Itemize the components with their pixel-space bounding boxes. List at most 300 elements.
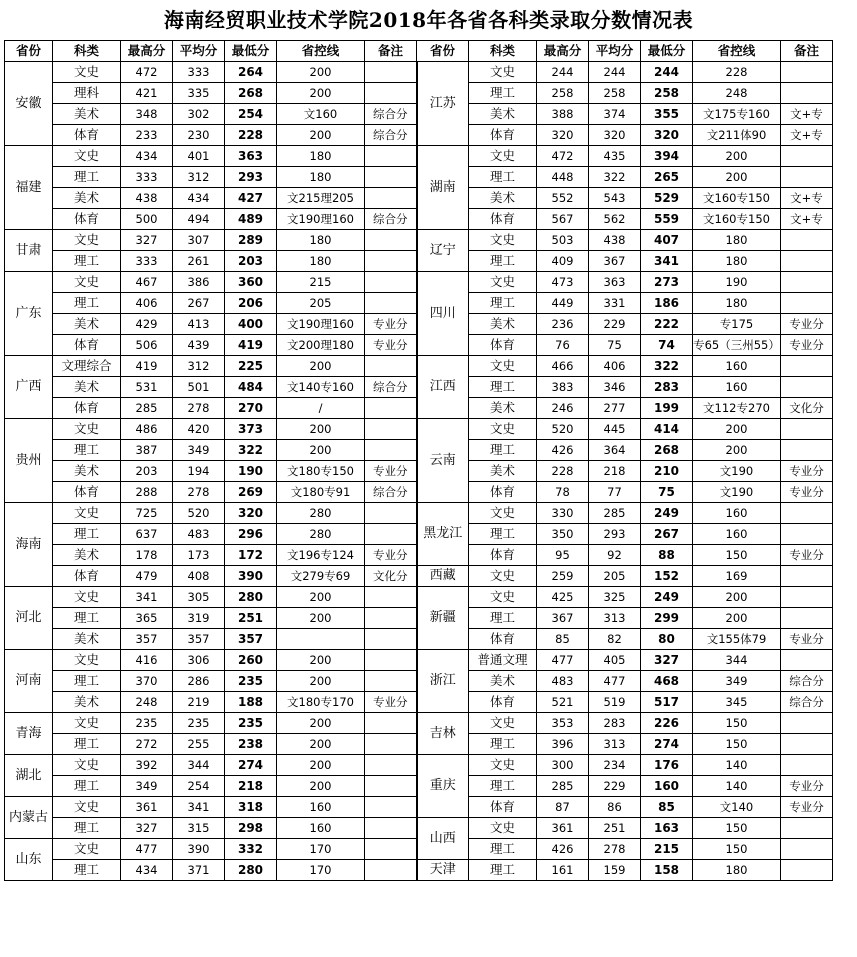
min-score-cell: 88: [641, 545, 693, 566]
max-score-cell: 76: [537, 335, 589, 356]
table-row: [5, 650, 833, 671]
max-score-cell: 467: [121, 272, 173, 293]
remark-cell: [365, 713, 417, 734]
remark-cell: [365, 251, 417, 272]
remark-cell: 文+专: [781, 209, 833, 230]
min-score-cell: 529: [641, 188, 693, 209]
subject-cell: 美术: [53, 629, 121, 650]
min-score-cell: 80: [641, 629, 693, 650]
remark-cell: [781, 83, 833, 104]
max-score-cell: 416: [121, 650, 173, 671]
table-row: [5, 566, 833, 587]
remark-cell: [781, 230, 833, 251]
province-cell: 湖南: [417, 146, 469, 230]
min-score-cell: 249: [641, 587, 693, 608]
min-score-cell: 235: [225, 713, 277, 734]
min-score-cell: 176: [641, 755, 693, 776]
subject-cell: 体育: [53, 398, 121, 419]
avg-score-cell: 349: [173, 440, 225, 461]
max-score-cell: 288: [121, 482, 173, 503]
header-max-score: 最高分: [537, 41, 589, 62]
remark-cell: 综合分: [365, 209, 417, 230]
subject-cell: 美术: [53, 692, 121, 713]
max-score-cell: 503: [537, 230, 589, 251]
page-title: 海南经贸职业技术学院2018年各省各科类录取分数情况表: [163, 8, 694, 32]
min-score-cell: 332: [225, 839, 277, 860]
control-line-cell: 160: [277, 818, 365, 839]
subject-cell: 文史: [469, 503, 537, 524]
control-line-cell: 专65（三州55）: [693, 335, 781, 356]
province-cell: 甘肃: [5, 230, 53, 272]
max-score-cell: 348: [121, 104, 173, 125]
control-line-cell: 349: [693, 671, 781, 692]
max-score-cell: 477: [121, 839, 173, 860]
subject-cell: 体育: [469, 629, 537, 650]
max-score-cell: 161: [537, 860, 589, 881]
min-score-cell: 414: [641, 419, 693, 440]
min-score-cell: 318: [225, 797, 277, 818]
avg-score-cell: 305: [173, 587, 225, 608]
subject-cell: 理工: [53, 293, 121, 314]
remark-cell: [365, 356, 417, 377]
avg-score-cell: 374: [589, 104, 641, 125]
max-score-cell: 300: [537, 755, 589, 776]
remark-cell: [365, 524, 417, 545]
min-score-cell: 270: [225, 398, 277, 419]
control-line-cell: 文196专124: [277, 545, 365, 566]
remark-cell: [365, 818, 417, 839]
remark-cell: 综合分: [365, 104, 417, 125]
avg-score-cell: 445: [589, 419, 641, 440]
avg-score-cell: 322: [589, 167, 641, 188]
province-cell: 贵州: [5, 419, 53, 503]
remark-cell: [781, 293, 833, 314]
remark-cell: [781, 377, 833, 398]
subject-cell: 文史: [53, 146, 121, 167]
max-score-cell: 285: [537, 776, 589, 797]
header-min-score: 最低分: [225, 41, 277, 62]
remark-cell: [781, 62, 833, 83]
control-line-cell: 200: [277, 713, 365, 734]
min-score-cell: 390: [225, 566, 277, 587]
min-score-cell: 238: [225, 734, 277, 755]
max-score-cell: 473: [537, 272, 589, 293]
min-score-cell: 273: [641, 272, 693, 293]
min-score-cell: 228: [225, 125, 277, 146]
subject-cell: 理工: [469, 776, 537, 797]
subject-cell: 美术: [469, 461, 537, 482]
subject-cell: 理工: [53, 167, 121, 188]
avg-score-cell: 312: [173, 167, 225, 188]
control-line-cell: 文190理160: [277, 209, 365, 230]
avg-score-cell: 277: [589, 398, 641, 419]
avg-score-cell: 278: [173, 398, 225, 419]
avg-score-cell: 325: [589, 587, 641, 608]
max-score-cell: 330: [537, 503, 589, 524]
table-row: [5, 230, 833, 251]
avg-score-cell: 408: [173, 566, 225, 587]
avg-score-cell: 320: [589, 125, 641, 146]
avg-score-cell: 255: [173, 734, 225, 755]
subject-cell: 美术: [469, 104, 537, 125]
avg-score-cell: 406: [589, 356, 641, 377]
max-score-cell: 203: [121, 461, 173, 482]
avg-score-cell: 194: [173, 461, 225, 482]
min-score-cell: 210: [641, 461, 693, 482]
max-score-cell: 228: [537, 461, 589, 482]
avg-score-cell: 229: [589, 314, 641, 335]
subject-cell: 文史: [469, 566, 537, 587]
max-score-cell: 246: [537, 398, 589, 419]
max-score-cell: 426: [537, 440, 589, 461]
max-score-cell: 272: [121, 734, 173, 755]
avg-score-cell: 494: [173, 209, 225, 230]
min-score-cell: 268: [641, 440, 693, 461]
remark-cell: 专业分: [365, 461, 417, 482]
min-score-cell: 394: [641, 146, 693, 167]
max-score-cell: 244: [537, 62, 589, 83]
table-row: [5, 587, 833, 608]
control-line-cell: 文180专91: [277, 482, 365, 503]
subject-cell: 文史: [53, 503, 121, 524]
subject-cell: 美术: [53, 545, 121, 566]
remark-cell: 文化分: [365, 566, 417, 587]
remark-cell: [365, 503, 417, 524]
control-line-cell: 180: [277, 230, 365, 251]
control-line-cell: 170: [277, 860, 365, 881]
subject-cell: 体育: [469, 209, 537, 230]
table-row: [5, 272, 833, 293]
control-line-cell: 200: [693, 608, 781, 629]
control-line-cell: 文175专160: [693, 104, 781, 125]
avg-score-cell: 344: [173, 755, 225, 776]
subject-cell: 体育: [469, 692, 537, 713]
province-cell: 四川: [417, 272, 469, 356]
remark-cell: [781, 860, 833, 881]
max-score-cell: 531: [121, 377, 173, 398]
remark-cell: [365, 167, 417, 188]
avg-score-cell: 75: [589, 335, 641, 356]
avg-score-cell: 357: [173, 629, 225, 650]
remark-cell: 专业分: [781, 335, 833, 356]
table-row: [5, 62, 833, 83]
avg-score-cell: 520: [173, 503, 225, 524]
max-score-cell: 235: [121, 713, 173, 734]
subject-cell: 体育: [469, 545, 537, 566]
min-score-cell: 199: [641, 398, 693, 419]
control-line-cell: 180: [693, 251, 781, 272]
min-score-cell: 269: [225, 482, 277, 503]
avg-score-cell: 420: [173, 419, 225, 440]
max-score-cell: 78: [537, 482, 589, 503]
control-line-cell: 200: [277, 755, 365, 776]
subject-cell: 美术: [469, 188, 537, 209]
max-score-cell: 483: [537, 671, 589, 692]
min-score-cell: 254: [225, 104, 277, 125]
control-line-cell: 文160专150: [693, 209, 781, 230]
subject-cell: 文史: [53, 650, 121, 671]
control-line-cell: 专175: [693, 314, 781, 335]
province-cell: 新疆: [417, 587, 469, 650]
avg-score-cell: 302: [173, 104, 225, 125]
max-score-cell: 506: [121, 335, 173, 356]
remark-cell: 专业分: [781, 545, 833, 566]
avg-score-cell: 405: [589, 650, 641, 671]
min-score-cell: 74: [641, 335, 693, 356]
control-line-cell: 280: [277, 503, 365, 524]
max-score-cell: 233: [121, 125, 173, 146]
max-score-cell: 259: [537, 566, 589, 587]
min-score-cell: 274: [641, 734, 693, 755]
control-line-cell: 200: [277, 125, 365, 146]
remark-cell: [781, 713, 833, 734]
province-cell: 江苏: [417, 62, 469, 146]
subject-cell: 理工: [469, 167, 537, 188]
province-cell: 江西: [417, 356, 469, 419]
control-line-cell: 180: [693, 230, 781, 251]
subject-cell: 美术: [53, 377, 121, 398]
min-score-cell: 160: [641, 776, 693, 797]
subject-cell: 体育: [469, 797, 537, 818]
control-line-cell: 200: [277, 356, 365, 377]
min-score-cell: 280: [225, 860, 277, 881]
subject-cell: 理工: [469, 839, 537, 860]
control-line-cell: 160: [693, 356, 781, 377]
control-line-cell: 文190: [693, 482, 781, 503]
header-avg-score: 平均分: [589, 41, 641, 62]
min-score-cell: 322: [225, 440, 277, 461]
control-line-cell: 205: [277, 293, 365, 314]
max-score-cell: 466: [537, 356, 589, 377]
min-score-cell: 267: [641, 524, 693, 545]
control-line-cell: 文279专69: [277, 566, 365, 587]
header-subject: 科类: [469, 41, 537, 62]
subject-cell: 文史: [53, 713, 121, 734]
max-score-cell: 637: [121, 524, 173, 545]
avg-score-cell: 219: [173, 692, 225, 713]
control-line-cell: 200: [277, 440, 365, 461]
remark-cell: [365, 671, 417, 692]
control-line-cell: 248: [693, 83, 781, 104]
remark-cell: [781, 419, 833, 440]
max-score-cell: 438: [121, 188, 173, 209]
remark-cell: [365, 398, 417, 419]
header-province: 省份: [417, 41, 469, 62]
control-line-cell: 文180专170: [277, 692, 365, 713]
remark-cell: [781, 818, 833, 839]
remark-cell: 综合分: [365, 125, 417, 146]
avg-score-cell: 413: [173, 314, 225, 335]
avg-score-cell: 312: [173, 356, 225, 377]
min-score-cell: 341: [641, 251, 693, 272]
table-row: [5, 860, 833, 881]
min-score-cell: 265: [641, 167, 693, 188]
remark-cell: 专业分: [781, 776, 833, 797]
max-score-cell: 388: [537, 104, 589, 125]
remark-cell: 专业分: [781, 314, 833, 335]
remark-cell: [781, 503, 833, 524]
remark-cell: 专业分: [781, 629, 833, 650]
remark-cell: 文+专: [781, 188, 833, 209]
avg-score-cell: 331: [589, 293, 641, 314]
subject-cell: 理工: [469, 440, 537, 461]
avg-score-cell: 306: [173, 650, 225, 671]
control-line-cell: 200: [277, 734, 365, 755]
min-score-cell: 85: [641, 797, 693, 818]
max-score-cell: 236: [537, 314, 589, 335]
control-line-cell: 150: [693, 713, 781, 734]
max-score-cell: 421: [121, 83, 173, 104]
subject-cell: 文史: [469, 146, 537, 167]
header-remark: 备注: [365, 41, 417, 62]
avg-score-cell: 251: [589, 818, 641, 839]
avg-score-cell: 562: [589, 209, 641, 230]
min-score-cell: 218: [225, 776, 277, 797]
remark-cell: [781, 146, 833, 167]
header-row: [5, 41, 833, 62]
control-line-cell: 344: [693, 650, 781, 671]
min-score-cell: 322: [641, 356, 693, 377]
remark-cell: [781, 251, 833, 272]
control-line-cell: 200: [277, 776, 365, 797]
avg-score-cell: 293: [589, 524, 641, 545]
remark-cell: [365, 755, 417, 776]
control-line-cell: 文180专150: [277, 461, 365, 482]
avg-score-cell: 434: [173, 188, 225, 209]
avg-score-cell: 341: [173, 797, 225, 818]
subject-cell: 理工: [53, 818, 121, 839]
subject-cell: 理工: [469, 377, 537, 398]
avg-score-cell: 333: [173, 62, 225, 83]
header-control-line: 省控线: [277, 41, 365, 62]
subject-cell: 理科: [53, 83, 121, 104]
max-score-cell: 552: [537, 188, 589, 209]
province-cell: 河南: [5, 650, 53, 713]
remark-cell: 专业分: [365, 335, 417, 356]
remark-cell: [365, 83, 417, 104]
control-line-cell: 345: [693, 692, 781, 713]
avg-score-cell: 286: [173, 671, 225, 692]
max-score-cell: 477: [537, 650, 589, 671]
control-line-cell: 150: [693, 839, 781, 860]
avg-score-cell: 229: [589, 776, 641, 797]
table-row: [5, 419, 833, 440]
min-score-cell: 235: [225, 671, 277, 692]
remark-cell: [365, 608, 417, 629]
remark-cell: [365, 839, 417, 860]
subject-cell: 文史: [53, 839, 121, 860]
max-score-cell: 449: [537, 293, 589, 314]
avg-score-cell: 86: [589, 797, 641, 818]
avg-score-cell: 346: [589, 377, 641, 398]
max-score-cell: 178: [121, 545, 173, 566]
avg-score-cell: 278: [173, 482, 225, 503]
min-score-cell: 320: [641, 125, 693, 146]
table-row: [5, 146, 833, 167]
min-score-cell: 264: [225, 62, 277, 83]
min-score-cell: 260: [225, 650, 277, 671]
province-cell: 湖北: [5, 755, 53, 797]
subject-cell: 理工: [53, 671, 121, 692]
control-line-cell: 文160专150: [693, 188, 781, 209]
control-line-cell: 140: [693, 755, 781, 776]
remark-cell: 综合分: [365, 482, 417, 503]
remark-cell: [781, 566, 833, 587]
max-score-cell: 448: [537, 167, 589, 188]
province-cell: 天津: [417, 860, 469, 881]
min-score-cell: 427: [225, 188, 277, 209]
min-score-cell: 289: [225, 230, 277, 251]
min-score-cell: 407: [641, 230, 693, 251]
min-score-cell: 320: [225, 503, 277, 524]
control-line-cell: 160: [693, 377, 781, 398]
control-line-cell: 200: [277, 671, 365, 692]
control-line-cell: 200: [277, 650, 365, 671]
max-score-cell: 426: [537, 839, 589, 860]
max-score-cell: 248: [121, 692, 173, 713]
avg-score-cell: 173: [173, 545, 225, 566]
table-row: [5, 713, 833, 734]
min-score-cell: 373: [225, 419, 277, 440]
min-score-cell: 215: [641, 839, 693, 860]
control-line-cell: 文190: [693, 461, 781, 482]
remark-cell: [365, 293, 417, 314]
remark-cell: [365, 188, 417, 209]
subject-cell: 体育: [53, 125, 121, 146]
avg-score-cell: 283: [589, 713, 641, 734]
max-score-cell: 383: [537, 377, 589, 398]
remark-cell: [365, 272, 417, 293]
avg-score-cell: 363: [589, 272, 641, 293]
avg-score-cell: 386: [173, 272, 225, 293]
control-line-cell: 200: [277, 419, 365, 440]
control-line-cell: 文160: [277, 104, 365, 125]
min-score-cell: 355: [641, 104, 693, 125]
remark-cell: 综合分: [365, 377, 417, 398]
subject-cell: 理工: [469, 524, 537, 545]
min-score-cell: 206: [225, 293, 277, 314]
max-score-cell: 85: [537, 629, 589, 650]
subject-cell: 文史: [469, 818, 537, 839]
avg-score-cell: 313: [589, 608, 641, 629]
max-score-cell: 425: [537, 587, 589, 608]
control-line-cell: 180: [277, 167, 365, 188]
control-line-cell: /: [277, 398, 365, 419]
avg-score-cell: 543: [589, 188, 641, 209]
max-score-cell: 361: [537, 818, 589, 839]
max-score-cell: 521: [537, 692, 589, 713]
avg-score-cell: 319: [173, 608, 225, 629]
subject-cell: 文史: [53, 272, 121, 293]
control-line-cell: 280: [277, 524, 365, 545]
subject-cell: 体育: [469, 482, 537, 503]
subject-cell: 体育: [53, 335, 121, 356]
subject-cell: 美术: [53, 314, 121, 335]
min-score-cell: 274: [225, 755, 277, 776]
min-score-cell: 268: [225, 83, 277, 104]
control-line-cell: 150: [693, 734, 781, 755]
control-line-cell: 200: [693, 587, 781, 608]
table-row: [5, 755, 833, 776]
max-score-cell: 327: [121, 230, 173, 251]
avg-score-cell: 501: [173, 377, 225, 398]
min-score-cell: 258: [641, 83, 693, 104]
remark-cell: [365, 797, 417, 818]
avg-score-cell: 477: [589, 671, 641, 692]
control-line-cell: 169: [693, 566, 781, 587]
remark-cell: [781, 734, 833, 755]
max-score-cell: 95: [537, 545, 589, 566]
